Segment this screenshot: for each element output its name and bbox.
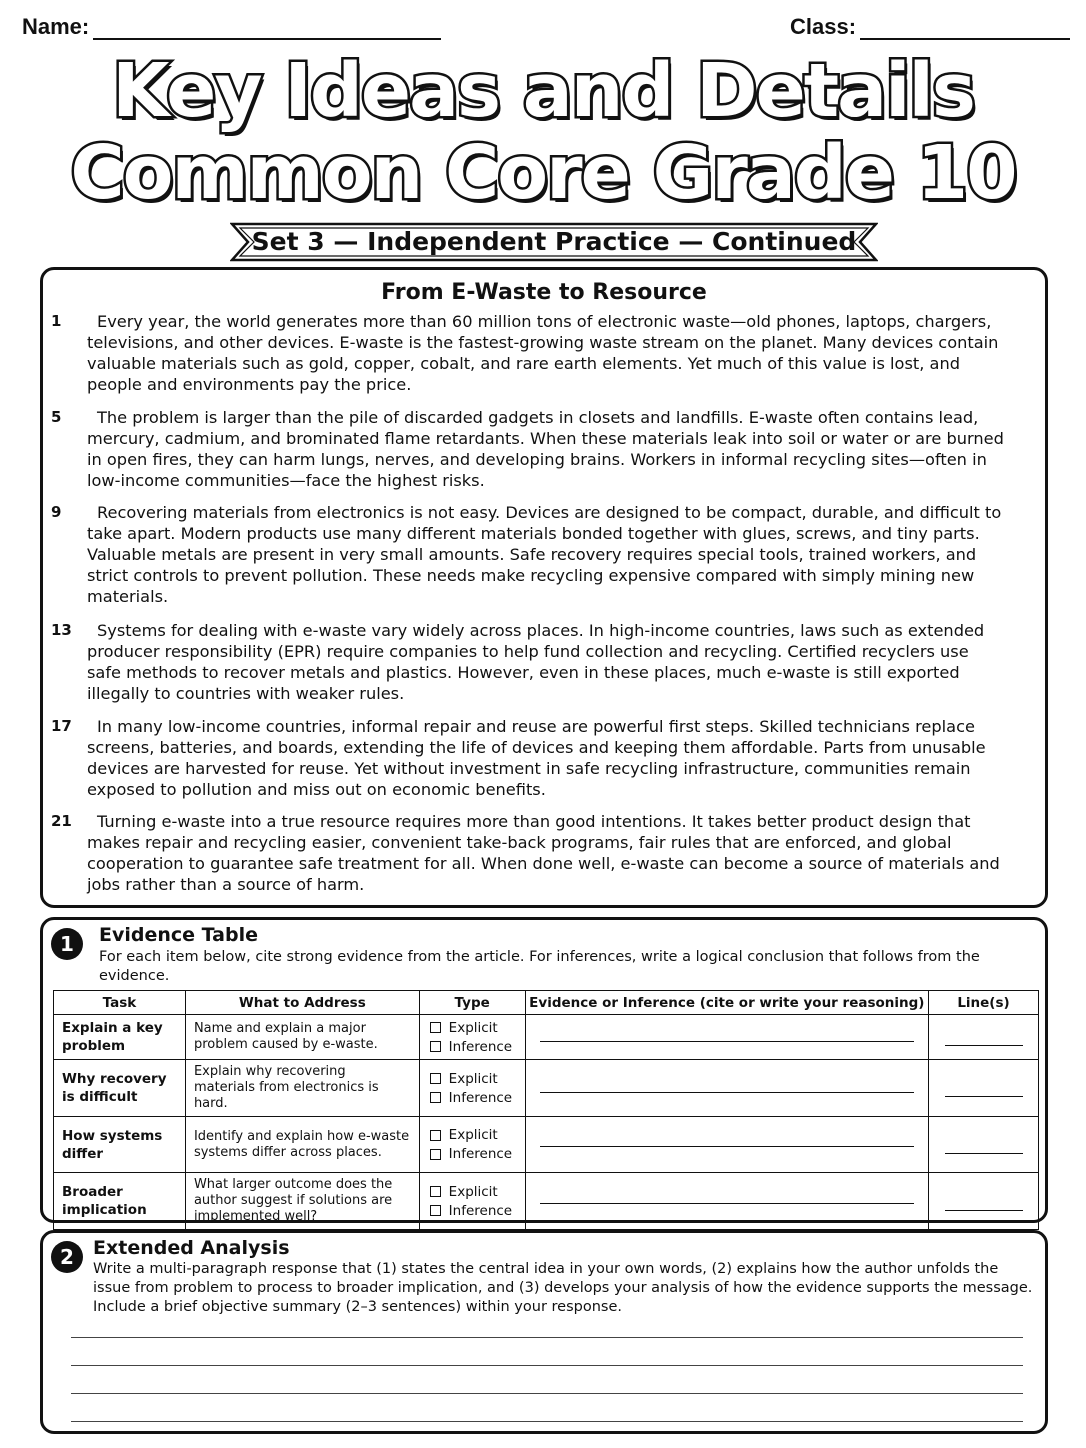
inference-option[interactable] [424, 1037, 521, 1056]
passage-title: From E-Waste to Resource [381, 280, 707, 305]
table-header-row [54, 991, 1039, 1015]
line-number: 13 [51, 621, 72, 639]
option-label: Inference [448, 1146, 513, 1162]
column-header: Line(s) [929, 991, 1039, 1015]
option-label: Explicit [448, 1127, 498, 1143]
line-number: 1 [51, 312, 62, 330]
column-header: What to Address [185, 991, 419, 1015]
class-blank[interactable] [860, 16, 1070, 40]
section-number-badge: 1 [51, 928, 83, 960]
line-number: 5 [51, 408, 62, 426]
paragraph-text: The problem is larger than the pile of discarded gadgets in closets and landfills. E-waste often contains lead, mercury, cadmium, and brominated flame retardants. When these materials leak into soil or water or are burned in open fires, they can harm lungs, nerves, and developing brains. Workers in informal recycling sites—often in low-income communities—face the highest risks. [87, 408, 1004, 490]
column-header: Type [419, 991, 525, 1015]
option-label: Inference [448, 1089, 513, 1106]
analysis-section [40, 1230, 1048, 1434]
lines-answer-line[interactable] [945, 1096, 1023, 1097]
evidence-answer-cell[interactable] [525, 1117, 928, 1173]
answer-line[interactable] [71, 1337, 1023, 1338]
line-number: 21 [51, 812, 72, 830]
answer-line[interactable] [71, 1393, 1023, 1394]
address-cell: Identify and explain how e-waste systems differ across places. [185, 1117, 419, 1173]
explicit-option[interactable] [424, 1126, 521, 1145]
evidence-section [40, 917, 1048, 1223]
checkbox-icon[interactable] [430, 1073, 441, 1084]
evidence-answer-cell[interactable] [525, 1173, 928, 1230]
table-row [54, 1117, 1039, 1173]
worksheet-title [0, 50, 1086, 214]
lines-answer-cell[interactable] [929, 1117, 1039, 1173]
paragraph-text: Recovering materials from electronics is not easy. Devices are designed to be compact, durable, and difficult to take apart. Modern products use many different materials bonded together with glues, screws, and tiny parts. Valuable metals are present in very small amounts. Safe recovery requires special tools, trained workers, and strict controls to prevent pollution. These needs make recycling expensive compared with simply mining new materials. [87, 503, 1002, 606]
evidence-answer-cell[interactable] [525, 1060, 928, 1117]
evidence-description: For each item below, cite strong evidence from the article. For inferences, write a logical conclusion that follows from the evidence. [99, 949, 980, 984]
type-cell [419, 1060, 525, 1117]
passage-box [40, 267, 1048, 908]
class-label: Class: [790, 14, 857, 39]
inference-option[interactable] [424, 1088, 521, 1107]
paragraph-text: Systems for dealing with e-waste vary widely across places. In high-income countries, laws such as extended producer responsibility (EPR) require companies to help fund collection and recycling. Certified recyclers use safe methods to recover metals and plastics. However, even in these places, much e-waste is still exported illegally to countries with weaker rules. [87, 621, 985, 703]
evidence-table [53, 990, 1039, 1230]
answer-line[interactable] [540, 1041, 914, 1042]
option-label: Explicit [448, 1183, 498, 1200]
evidence-title: Evidence Table [99, 924, 258, 946]
title-line-2: Common Core Grade 10 [70, 130, 1016, 216]
table-row [54, 1060, 1039, 1117]
column-header: Evidence or Inference (cite or write your reasoning) [525, 991, 928, 1015]
checkbox-icon[interactable] [430, 1041, 441, 1052]
checkbox-icon[interactable] [430, 1149, 441, 1160]
passage-paragraph [51, 620, 1007, 704]
address-cell: Name and explain a major problem caused by e-waste. [185, 1015, 419, 1060]
task-cell: Why recovery is difficult [54, 1060, 186, 1117]
title-line-1: Key Ideas and Details [112, 48, 974, 134]
table-row [54, 1173, 1039, 1230]
analysis-description: Write a multi-paragraph response that (1) states the central idea in your own words, (2) explains how the author unfolds the issue from problem to process to broader implication, and (3) develops your analysis of how the evidence supports the message. Include a brief objective summary (2–3 sentences) within your response. [93, 1261, 1033, 1315]
name-field[interactable] [22, 14, 441, 40]
lines-answer-cell[interactable] [929, 1060, 1039, 1117]
paragraph-text: Turning e-waste into a true resource requires more than good intentions. It takes better product design that makes repair and recycling easier, convenient take-back programs, fair rules that are enforced, and global cooperation to guarantee safe treatment for all. When done well, e-waste can become a source of materials and jobs rather than a source of harm. [87, 812, 1000, 894]
option-label: Explicit [448, 1019, 498, 1036]
passage-paragraph [51, 502, 1007, 607]
checkbox-icon[interactable] [430, 1130, 441, 1141]
option-label: Inference [448, 1038, 513, 1055]
address-cell: Explain why recovering materials from electronics is hard. [185, 1060, 419, 1117]
type-cell [419, 1117, 525, 1173]
name-label: Name: [22, 14, 90, 39]
passage-paragraph [51, 716, 1007, 800]
passage-paragraph [51, 811, 1007, 895]
column-header: Task [54, 991, 186, 1015]
lines-answer-cell[interactable] [929, 1015, 1039, 1060]
passage-paragraph [51, 407, 1007, 491]
task-cell: Explain a key problem [54, 1015, 186, 1060]
banner-text: Set 3 — Independent Practice — Continued [251, 227, 857, 256]
evidence-answer-cell[interactable] [525, 1015, 928, 1060]
lines-answer-line[interactable] [945, 1153, 1023, 1154]
inference-option[interactable] [424, 1145, 521, 1164]
checkbox-icon[interactable] [430, 1205, 441, 1216]
explicit-option[interactable] [424, 1182, 521, 1201]
line-number: 17 [51, 717, 72, 735]
answer-line[interactable] [540, 1146, 914, 1147]
explicit-option[interactable] [424, 1069, 521, 1088]
section-number-badge: 2 [51, 1241, 83, 1273]
lines-answer-cell[interactable] [929, 1173, 1039, 1230]
task-cell: How systems differ [54, 1117, 186, 1173]
type-cell [419, 1173, 525, 1230]
class-field[interactable] [790, 14, 1070, 40]
address-cell: What larger outcome does the author suggest if solutions are implemented well? [185, 1173, 419, 1230]
answer-line[interactable] [71, 1365, 1023, 1366]
inference-option[interactable] [424, 1201, 521, 1220]
passage-paragraph [51, 311, 1007, 395]
checkbox-icon[interactable] [430, 1186, 441, 1197]
analysis-title: Extended Analysis [93, 1237, 290, 1259]
type-cell [419, 1015, 525, 1060]
set-banner [230, 222, 878, 262]
answer-line[interactable] [71, 1421, 1023, 1422]
checkbox-icon[interactable] [430, 1092, 441, 1103]
paragraph-text: Every year, the world generates more than 60 million tons of electronic waste—old phones, laptops, chargers, televisions, and other devices. E-waste is the fastest-growing waste stream on the planet. Many devices contain valuable materials such as gold, copper, cobalt, and rare earth elements. Yet much of this value is lost, and people and environments pay the price. [87, 312, 999, 394]
answer-line[interactable] [540, 1203, 914, 1204]
task-cell: Broader implication [54, 1173, 186, 1230]
checkbox-icon[interactable] [430, 1022, 441, 1033]
lines-answer-line[interactable] [945, 1210, 1023, 1211]
paragraph-text: In many low-income countries, informal repair and reuse are powerful first steps. Skilled technicians replace screens, batteries, and boards, extending the life of devices and keeping them affordable. Parts from unusable devices are harvested for reuse. Yet without investment in safe recycling infrastructure, communities remain exposed to pollution and miss out on economic benefits. [87, 717, 986, 799]
name-blank[interactable] [93, 16, 441, 40]
option-label: Inference [448, 1202, 513, 1219]
lines-answer-line[interactable] [945, 1045, 1023, 1046]
explicit-option[interactable] [424, 1018, 521, 1037]
line-number: 9 [51, 503, 62, 521]
answer-line[interactable] [540, 1092, 914, 1093]
option-label: Explicit [448, 1070, 498, 1087]
table-row [54, 1015, 1039, 1060]
